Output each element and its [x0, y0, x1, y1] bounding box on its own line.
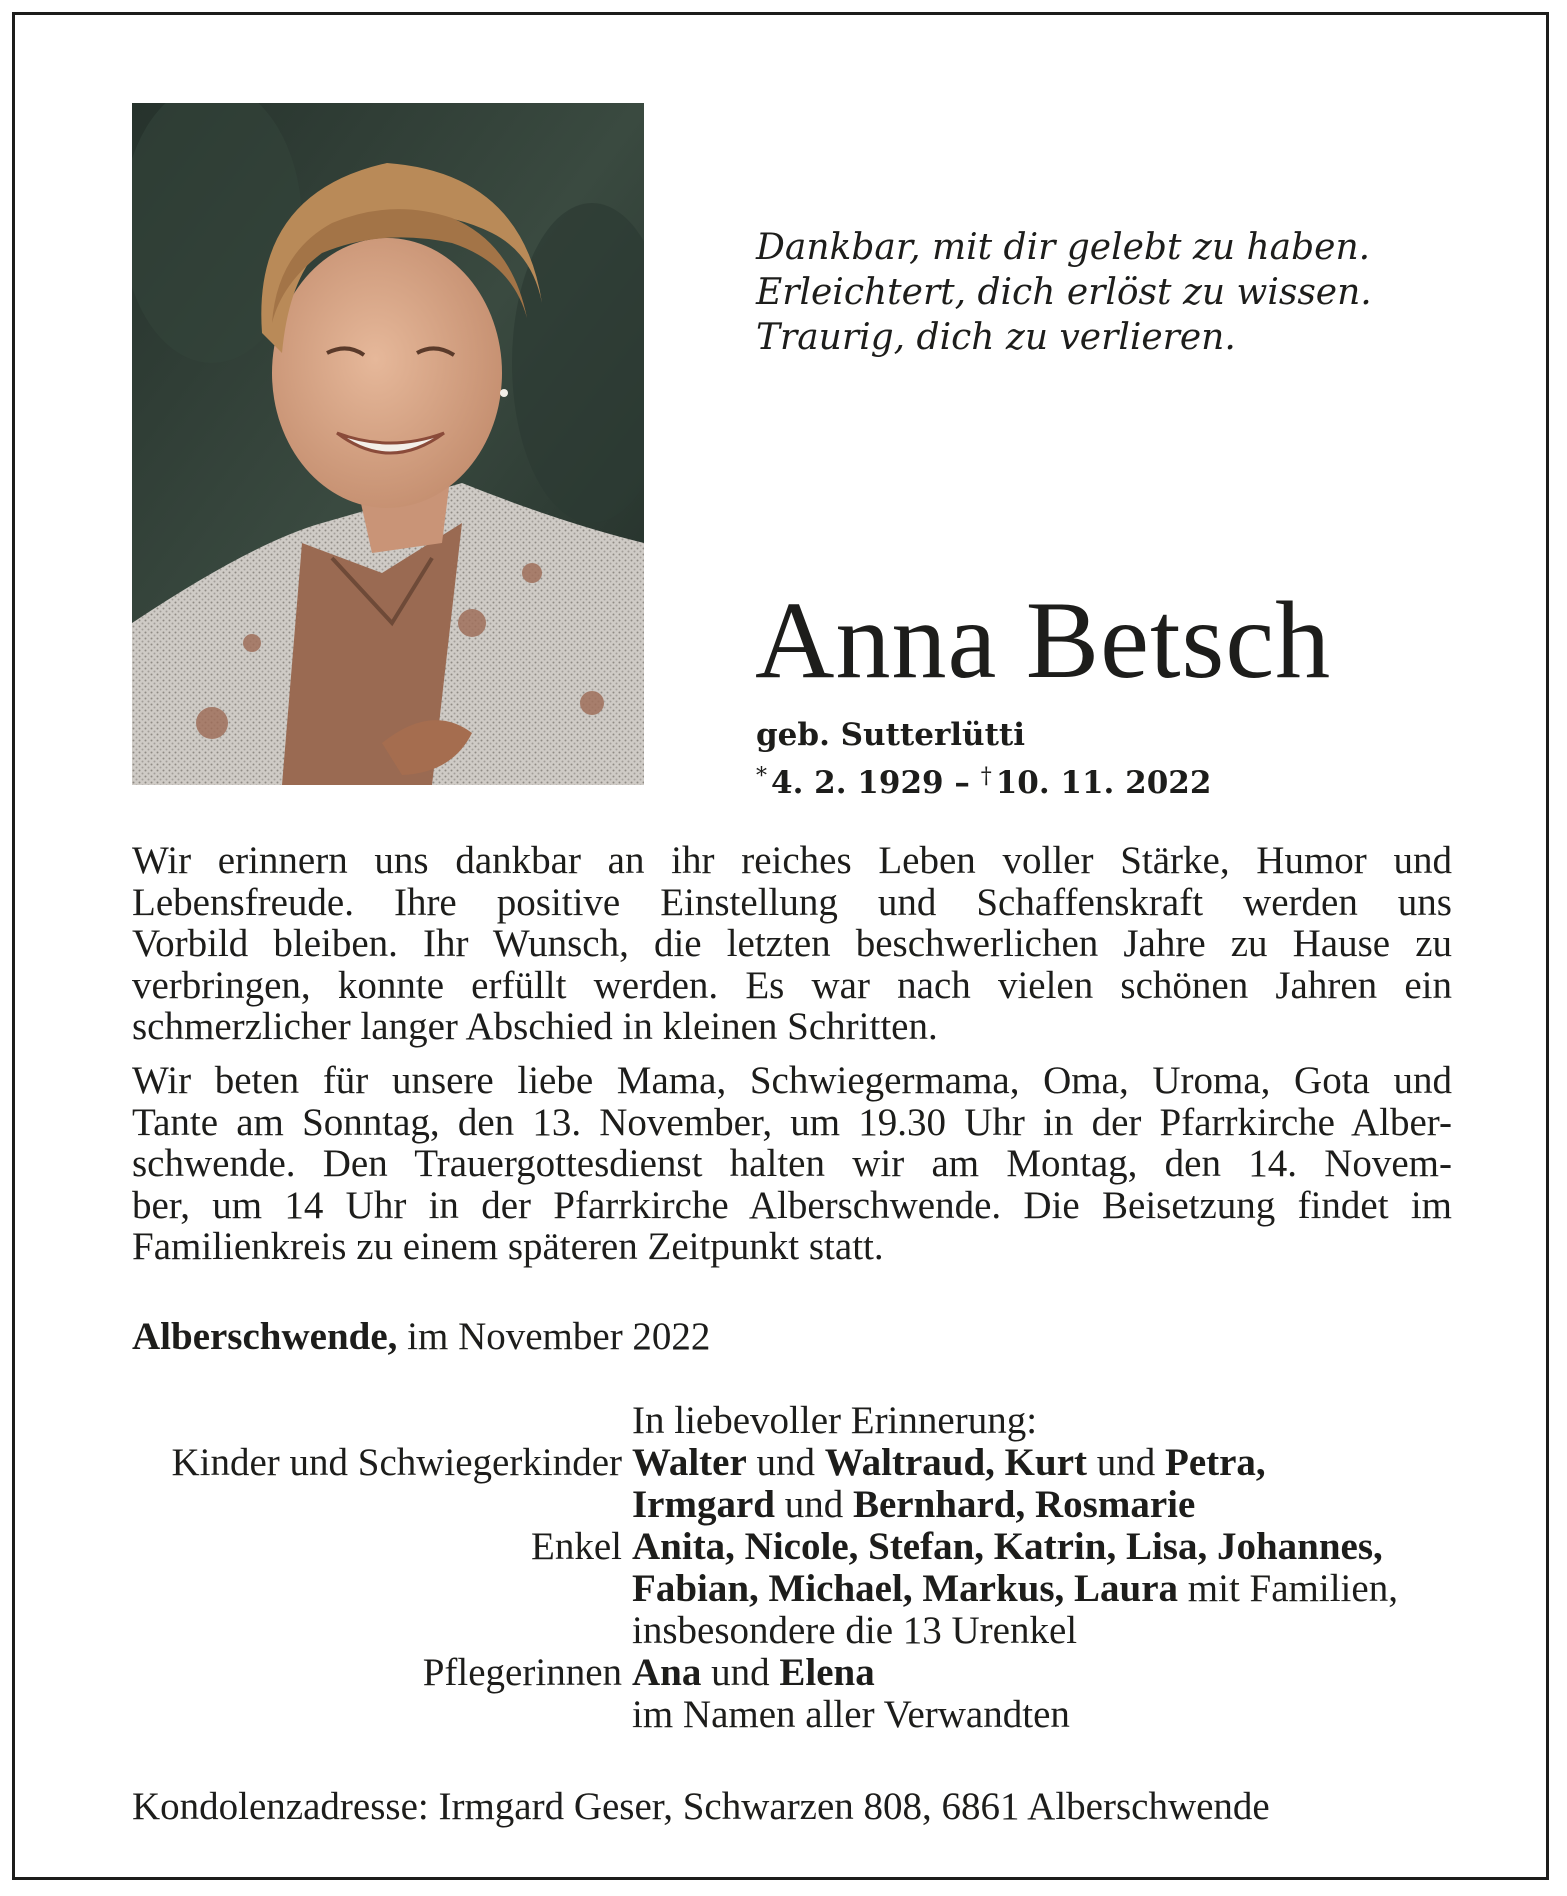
text-line: verbringen, konnte erfüllt werden. Es war nach vielen schönen Jahren ein — [132, 963, 1452, 1007]
remembrance-paragraph — [132, 840, 1452, 1048]
children-row — [132, 1442, 1482, 1484]
children-label: Kinder und Schwiegerkinder — [171, 1441, 622, 1484]
service-paragraph — [132, 1060, 1452, 1268]
date-dash: – — [954, 765, 970, 801]
deceased-name: Anna Betsch — [755, 579, 1332, 701]
text-line: ber, um 14 Uhr in der Pfarrkirche Alberschwende. Die Beisetzung findet im — [132, 1183, 1452, 1227]
place-name: Alberschwende, — [132, 1315, 398, 1358]
portrait-photo — [132, 103, 644, 785]
death-cross-icon: † — [980, 764, 992, 789]
caregivers-row — [132, 1652, 1482, 1694]
text-line: Tante am Sonntag, den 13. November, um 19.30 Uhr in der Pfarrkirche Alber- — [132, 1100, 1452, 1144]
grandchildren-row-2 — [132, 1568, 1482, 1610]
text-line: Lebensfreude. Ihre positive Einstellung und Schaffenskraft werden uns — [132, 880, 1452, 924]
text-line: schwende. Den Trauergottesdienst halten wir am Montag, den 14. Novem- — [132, 1142, 1452, 1185]
grandchildren-names-2: Fabian, Michael, Markus, Laura mit Familien, — [632, 1567, 1398, 1610]
motto-line: Traurig, dich zu verlieren. — [756, 317, 1236, 358]
mourners-intro-row — [132, 1400, 1482, 1442]
text-line: Familienkreis zu einem späteren Zeitpunkt statt. — [132, 1225, 884, 1268]
grandchildren-names-1: Anita, Nicole, Stefan, Katrin, Lisa, Johannes, — [632, 1525, 1383, 1568]
maiden-name: geb. Sutterlütti — [756, 717, 1026, 753]
text-line: Wir beten für unsere liebe Mama, Schwiegermama, Oma, Uroma, Gota und — [132, 1059, 1452, 1102]
grandchildren-row — [132, 1526, 1482, 1568]
text-line: schmerzlicher langer Abschied in kleinen Schritten. — [132, 1005, 938, 1048]
caregivers-label: Pflegerinnen — [422, 1651, 622, 1694]
text-line: Wir erinnern uns dankbar an ihr reiches Leben voller Stärke, Humor und — [132, 839, 1452, 882]
grandchildren-label: Enkel — [531, 1525, 622, 1568]
place-date-line — [132, 1315, 710, 1359]
closing-row — [132, 1694, 1482, 1736]
children-names-2: Irmgard und Bernhard, Rosmarie — [632, 1483, 1196, 1526]
children-names-1: Walter und Waltraud, Kurt und Petra, — [632, 1441, 1266, 1484]
mourners-intro: In liebevoller Erinnerung: — [632, 1399, 1038, 1442]
death-date: 10. 11. 2022 — [995, 765, 1212, 801]
children-row-2 — [132, 1484, 1482, 1526]
place-date: im November 2022 — [407, 1315, 711, 1358]
obituary-page — [12, 12, 1549, 1880]
caregivers-names: Ana und Elena — [632, 1651, 875, 1694]
great-grandchildren: insbesondere die 13 Urenkel — [632, 1609, 1078, 1652]
birth-date: 4. 2. 1929 — [771, 765, 944, 801]
closing-line: im Namen aller Verwandten — [632, 1693, 1070, 1736]
great-grandchildren-row — [132, 1610, 1482, 1652]
motto-line: Erleichtert, dich erlöst zu wissen. — [756, 272, 1372, 313]
mourners-list — [132, 1400, 1482, 1736]
memorial-motto — [756, 225, 1396, 360]
motto-line: Dankbar, mit dir gelebt zu haben. — [756, 227, 1371, 268]
life-dates — [756, 757, 1211, 803]
text-line: Vorbild bleiben. Ihr Wunsch, die letzten beschwerlichen Jahre zu Hause zu — [132, 922, 1452, 965]
birth-star-icon: * — [756, 764, 767, 789]
condolence-address: Kondolenzadresse: Irmgard Geser, Schwarzen 808, 6861 Alberschwende — [132, 1785, 1270, 1828]
